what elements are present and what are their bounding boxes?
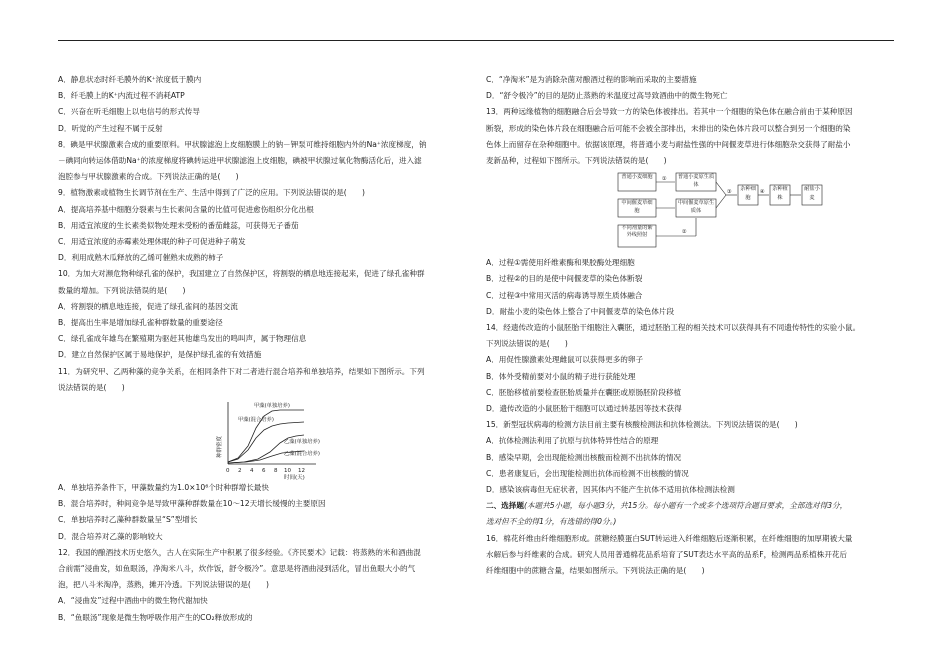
q9-option-b: B．用适宜浓度的生长素类似物处理未受粉的番茄雌蕊，可获得无子番茄 — [58, 220, 299, 230]
q11-stem-line2: 说法错误的是( ) — [58, 382, 125, 392]
q13-diagram — [486, 169, 892, 255]
q11-chart — [58, 396, 464, 480]
q10-option-a: A．将割裂的栖息地连接，促进了绿孔雀间的基因交流 — [58, 301, 238, 311]
q11-xtick-4: 4 — [250, 468, 254, 475]
q12-option-b: B．“鱼眼汤”现象是微生物呼吸作用产生的CO₂释放形成的 — [58, 612, 253, 622]
q10-option-c: C．绿孔雀成年雄鸟在繁殖期为驱赶其他雄鸟发出的鸣叫声，属于物理信息 — [58, 334, 307, 344]
q9-option-a: A．提高培养基中细胞分裂素与生长素间含量的比值可促进愈伤组织分化出根 — [58, 204, 314, 214]
q11-label-a-solo: 甲藻(单独培养) — [254, 403, 290, 410]
q15-option-d: D．感染该病毒但无症状者，因其体内不能产生抗体不适用抗体检测法检测 — [486, 485, 735, 495]
section2-note-line1: (本题共5小题，每小题3分，共15分。每小题有一个或多个选项符合题目要求，全部选对得3分， — [523, 501, 848, 511]
q16-stem-line2: 水解后参与纤维素的合成。研究人员用普通棉花品系培育了SUT表达水平高的品系F，检测两品系植株开花后 — [486, 549, 848, 559]
step1-label: ① — [662, 176, 667, 183]
q11-xtick-12: 12 — [298, 468, 305, 475]
left-column — [58, 72, 464, 626]
box-hybrid-plant-label: 杂种植株 — [772, 186, 788, 202]
q11-option-a: A．单独培养条件下，甲藻数量约为1.0×10⁶个时种群增长最快 — [58, 483, 269, 493]
q10-option-b: B．提高出生率是增加绿孔雀种群数量的重要途径 — [58, 318, 223, 328]
q13-option-a: A．过程①需使用纤维素酶和果胶酶处理细胞 — [486, 258, 635, 268]
header-rule — [58, 40, 894, 41]
q7-option-d: D．听觉的产生过程不属于反射 — [58, 123, 163, 133]
q11-label-b-mix: 乙藻(混合培养) — [284, 451, 320, 458]
q8-stem-line3: 泡腔参与甲状腺激素的合成。下列说法正确的是( ) — [58, 172, 239, 182]
box-salt-wheat-label: 耐盐小麦 — [804, 186, 820, 202]
q13-option-d: D．耐盐小麦的染色体上整合了中间偃麦草的染色体片段 — [486, 306, 675, 316]
q11-chart-svg — [58, 396, 464, 480]
q11-xtick-2: 2 — [238, 468, 242, 475]
q11-label-a-mix: 甲藻(混合培养) — [238, 417, 274, 424]
q13-diagram-svg — [486, 169, 892, 255]
q11-option-b: B．混合培养时，种间竞争是导致甲藻种群数量在10～12天增长缓慢的主要原因 — [58, 499, 326, 509]
q12-stem-line1: 12．我国的酿酒技术历史悠久，古人在实际生产中积累了很多经验。《齐民要术》记载：将蒸熟的米和酒曲混 — [58, 547, 421, 557]
q12-stem-line2: 合前需“浸曲发，如鱼眼汤，净淘米八斗，炊作饭，舒令极冷”。意思是将酒曲浸到活化，冒出鱼眼大小的气 — [58, 564, 416, 574]
q15-option-a: A．抗体检测法利用了抗原与抗体特异性结合的原理 — [486, 436, 659, 446]
q14-option-b: B．体外受精前要对小鼠的精子进行获能处理 — [486, 371, 636, 381]
q11-xtick-0: 0 — [226, 468, 230, 475]
box-wheat-cell-label: 普通小麦细胞 — [621, 174, 653, 181]
q12-option-a: A．“浸曲发”过程中酒曲中的微生物代谢加快 — [58, 596, 208, 606]
q11-xlabel: 时间(天) — [284, 475, 305, 481]
q11-stem-line1: 11．为研究甲、乙两种藻的竞争关系，在相同条件下对二者进行混合培养和单独培养，结果如下图所示。下列 — [58, 366, 425, 376]
q11-xtick-8: 8 — [274, 468, 278, 475]
q12-option-c: C．“净淘米”是为消除杂菌对酿酒过程的影响而采取的主要措施 — [486, 75, 697, 84]
q10-stem-line1: 10．为加大对濒危物种绿孔雀的保护，我国建立了自然保护区，将割裂的栖息地连接起来，促进了绿孔雀种群 — [58, 269, 425, 279]
q13-stem-line3: 色体上而留存在杂种细胞中。依据该原理，将普通小麦与耐盐性强的中间偃麦草进行体细胞杂交获得了耐盐小 — [486, 139, 851, 149]
q13-stem-line1: 13．两种远缘植物的细胞融合后会导致一方的染色体被排出。若其中一个细胞的染色体在融合前由于某种原因 — [486, 107, 853, 117]
section2-note-line2: 选对但不全的得1分，有选错的得0分。) — [486, 517, 617, 527]
q15-option-c: C．患者康复后，会出现能检测出抗体而检测不出核酸的情况 — [486, 468, 689, 478]
q16-stem-line3: 纤维细胞中的蔗糖含量，结果如图所示。下列说法正确的是( ) — [486, 566, 705, 576]
q15-stem: 15．新型冠状病毒的检测方法目前主要有核酸检测法和抗体检测法。下列说法错误的是( ) — [486, 420, 798, 430]
q12-stem-line3: 泡，把八斗米淘净，蒸熟，摊开冷透。下列说法错误的是( ) — [58, 580, 269, 590]
q11-xtick-6: 6 — [262, 468, 266, 475]
q13-option-b: B．过程②的目的是使中间偃麦草的染色体断裂 — [486, 274, 643, 284]
box-grass-cell-label: 中间偃麦草细胞 — [621, 200, 653, 215]
q9-option-c: C．用适宜浓度的赤霉素处理休眠的种子可促进种子萌发 — [58, 237, 246, 247]
box-grass-protoplast-label: 中间偃麦草原生质体 — [677, 200, 715, 215]
q11-ylabel: 种群密度 — [217, 436, 223, 459]
q14-option-a: A．用促性腺激素处理雌鼠可以获得更多的卵子 — [486, 355, 644, 365]
step3-label: ③ — [727, 189, 732, 196]
q7-option-b: B．纤毛膜上的K⁺内流过程不消耗ATP — [58, 91, 185, 101]
q11-label-b-solo: 乙藻(单独培养) — [284, 439, 320, 446]
q7-option-c: C．兴奋在听毛细胞上以电信号的形式传导 — [58, 107, 200, 117]
q10-stem-line2: 数量的增加。下列说法错误的是( ) — [58, 285, 186, 295]
q14-stem-line2: 下列说法错误的是( ) — [486, 339, 568, 349]
box-wheat-protoplast-label: 普通小麦原生质体 — [677, 174, 715, 189]
q13-stem-line4: 麦新品种，过程如下图所示。下列说法错误的是( ) — [486, 156, 667, 166]
q10-option-d: D．建立自然保护区属于易地保护，是保护绿孔雀的有效措施 — [58, 350, 262, 360]
q14-option-d: D．遗传改造的小鼠胚胎干细胞可以通过转基因等技术获得 — [486, 404, 682, 414]
brace-line — [716, 182, 726, 195]
q13-stem-line2: 断裂，形成的染色体片段在细胞融合后可能不会被全部排出，未排出的染色体片段可以整合到另一个细胞的染 — [486, 123, 851, 133]
q13-option-c: C．过程③中常用灭活的病毒诱导原生质体融合 — [486, 290, 643, 300]
q14-option-c: C．胚胎移植前要检查胚胎质量并在囊胚或原肠胚阶段移植 — [486, 387, 682, 397]
box-hybrid-cell-label: 杂种细胞 — [740, 186, 756, 202]
q11-option-c: C．单独培养时乙藻种群数量呈“S”型增长 — [58, 515, 198, 525]
step4-label: ④ — [760, 189, 765, 196]
section2-heading — [486, 498, 892, 514]
q8-stem-line1: 8．碘是甲状腺激素合成的重要原料。甲状腺滤泡上皮细胞膜上的钠－钾泵可维持细胞内外的Na⁺浓度梯度，钠 — [58, 139, 427, 149]
q11-option-d: D．混合培养对乙藻的影响较大 — [58, 531, 163, 541]
q14-stem-line1: 14．经遗传改造的小鼠胚胎干细胞注入囊胚，通过胚胎工程的相关技术可以获得具有不同遗传特性的实验小鼠。 — [486, 323, 861, 333]
q8-stem-line2: －碘同向转运体借助Na⁺的浓度梯度将碘转运进甲状腺滤泡上皮细胞，碘被甲状腺过氧化物酶活化后，进入滤 — [58, 156, 422, 166]
right-column — [486, 72, 892, 579]
q9-stem: 9．植物激素或植物生长调节剂在生产、生活中得到了广泛的应用。下列说法错误的是( ) — [58, 188, 365, 198]
q16-stem-line1: 16．棉花纤维由纤维细胞形成。蔗糖经膜蛋白SUT转运进入纤维细胞后逐渐积累，在纤维细胞的加厚期被大量 — [486, 533, 853, 543]
q12-option-d: D．“舒令极冷”的目的是防止蒸熟的米温度过高导致酒曲中的微生物死亡 — [486, 91, 728, 101]
q11-xtick-10: 10 — [284, 468, 291, 475]
q7-option-a: A．静息状态时纤毛膜外的K⁺浓度低于膜内 — [58, 75, 202, 84]
box-uv-label: 不同剂量的紫外线照射 — [621, 225, 653, 239]
q9-option-d: D．利用成熟木瓜释放的乙烯可催熟未成熟的柿子 — [58, 253, 224, 263]
brace-line-2 — [716, 195, 726, 208]
section2-title: 二、选择题 — [486, 501, 524, 511]
q15-option-b: B．感染早期，会出现能检测出核酸而检测不出抗体的情况 — [486, 452, 682, 462]
step2-label: ② — [682, 229, 687, 236]
